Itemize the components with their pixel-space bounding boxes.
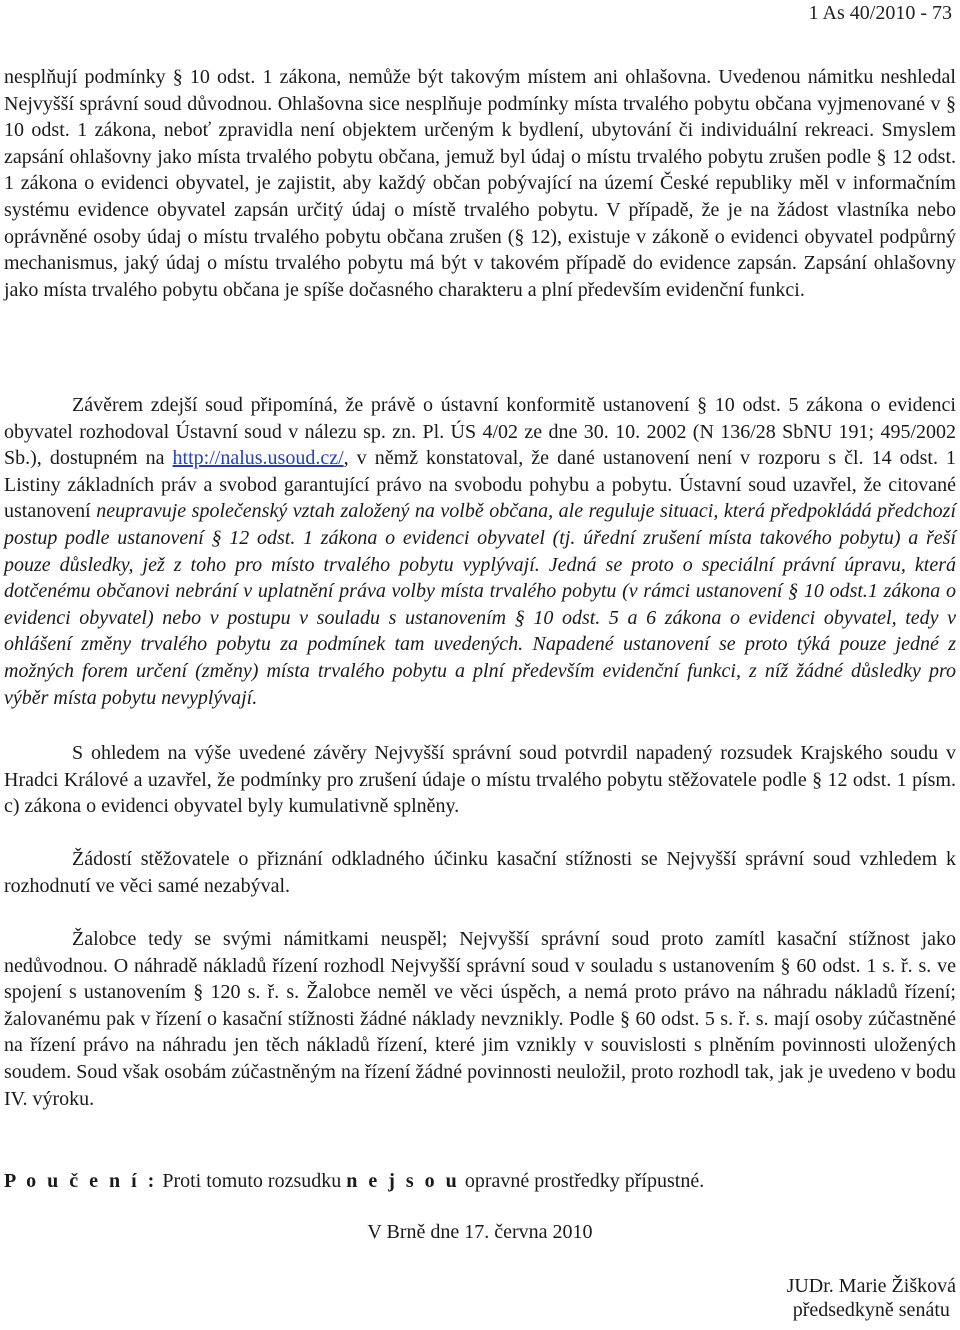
instruction-line (4, 1168, 956, 1195)
nalus-link[interactable]: http://nalus.usoud.cz/ (172, 447, 344, 470)
paragraph-2-quote: neupravuje společenský vztah založený na volbě občana, ale reguluje situaci, která předpokládá předchozí postup podle ustanovení § 12 odst. 1 zákona o evidenci obyvatel (tj. úřední zrušení místa takového pobytu) a řeší pouze důsledky, jež z toho pro místo trvalého pobytu vyplývají. Jedná se proto o speciální právní úpravu, která dotčenému občanovi nebrání v uplatnění práva volby místa trvalého pobytu (v rámci ustanovení § 10 odst.1 zákona o evidenci obyvatel) nebo v postupu v souladu s ustanovením § 10 odst. 5 a 6 zákona o evidenci obyvatel, tedy v ohlášení změny trvalého pobytu za podmínek tam uvedených. Napadené ustanovení se proto týká pouze jedné z možných forem určení (změny) místa trvalého pobytu a plní především evidenční funkci, z níž žádné důsledky pro výběr místa pobytu nevyplývají. (4, 500, 957, 709)
paragraph-2-part1: Závěrem zdejší soud připomíná, že právě o ústavní konformitě ustanovení § 10 odst. 5 zákona o evidenci obyvatel rozhodoval Ústavní soud v nálezu sp. zn. Pl. ÚS 4/02 ze dne 30. 10. 2002 (N 136/28 SbNU 191; 495/2002 Sb.), dostupném na (4, 394, 956, 470)
instruction-label: P o u č e n í : (4, 1170, 158, 1192)
paragraph-2-part2: , v němž konstatoval, že dané ustanovení není v rozporu s čl. 14 odst. 1 Listiny základních práv a svobod garantující právo na svobodu pohybu a pobytu. Ústavní soud uzavřel, že citované ustanovení (4, 447, 956, 523)
paragraph-4: Žádostí stěžovatele o přiznání odkladného účinku kasační stížnosti se Nejvyšší správní soud vzhledem k rozhodnutí ve věci samé nezabýval. (4, 848, 956, 897)
paragraph-3: S ohledem na výše uvedené závěry Nejvyšší správní soud potvrdil napadený rozsudek Krajského soudu v Hradci Králové a uzavřel, že podmínky pro zrušení údaje o místu trvalého pobytu stěžovatele podle § 12 odst. 1 písm. c) zákona o evidenci obyvatel byly kumulativně splněny. (4, 742, 956, 818)
signature-name: JUDr. Marie Žišková (786, 1275, 956, 1297)
page-number: 1 As 40/2010 - 73 (808, 2, 952, 24)
instruction-text-2: opravné prostředky přípustné. (464, 1170, 705, 1192)
paragraph-5: Žalobce tedy se svými námitkami neuspěl; Nejvyšší správní soud proto zamítl kasační stížnost jako nedůvodnou. O náhradě nákladů řízení rozhodl Nejvyšší správní soud v souladu s ustanovením § 60 odst. 1 s. ř. s. ve spojení s ustanovením § 120 s. ř. s. Žalobce neměl ve věci úspěch, a nemá proto právo na náhradu nákladů řízení; žalovanému pak v řízení o kasační stížnosti žádné náklady nevznikly. Podle § 60 odst. 5 s. ř. s. mají osoby zúčastněné na řízení právo na náhradu jen těch nákladů řízení, které jim vznikly v souvislosti s plněním povinnosti uložených soudem. Soud však osobám zúčastněným na řízení žádné povinnosti neuložil, proto rozhodl tak, jak je uvedeno v bodu IV. výroku. (4, 928, 956, 1110)
instruction-text-1: Proti tomuto rozsudku (162, 1170, 342, 1192)
instruction-emphasis: n e j s o u (346, 1170, 460, 1192)
signature-role: předsedkyně senátu (792, 1299, 950, 1321)
paragraph-2 (4, 392, 956, 711)
signature-block (787, 1274, 956, 1322)
date-line: V Brně dne 17. června 2010 (367, 1221, 593, 1243)
paragraph-1: nesplňují podmínky § 10 odst. 1 zákona, nemůže být takovým místem ani ohlašovna. Uvedenou námitku neshledal Nejvyšší správní soud důvodnou. Ohlašovna sice nesplňuje podmínky místa trvalého pobytu občana vyjmenované v § 10 odst. 1 zákona, neboť zpravidla není objektem určeným k bydlení, ubytování či individuální rekreaci. Smyslem zapsání ohlašovny jako místa trvalého pobytu občana, jemuž byl údaj o místu trvalého pobytu zrušen podle § 12 odst. 1 zákona o evidenci obyvatel, je zajistit, aby každý občan pobývající na území České republiky měl v informačním systému evidence obyvatel zapsán určitý údaj o místě trvalého pobytu. V případě, že je na žádost vlastníka nebo oprávněné osoby údaj o místu trvalého pobytu občana zrušen (§ 12), existuje v zákoně o evidenci obyvatel podpůrný mechanismus, jaký údaj o místu trvalého pobytu má být v takovém případě do evidence zapsán. Zapsání ohlašovny jako místa trvalého pobytu občana je spíše dočasného charakteru a plní především evidenční funkci. (4, 66, 956, 301)
